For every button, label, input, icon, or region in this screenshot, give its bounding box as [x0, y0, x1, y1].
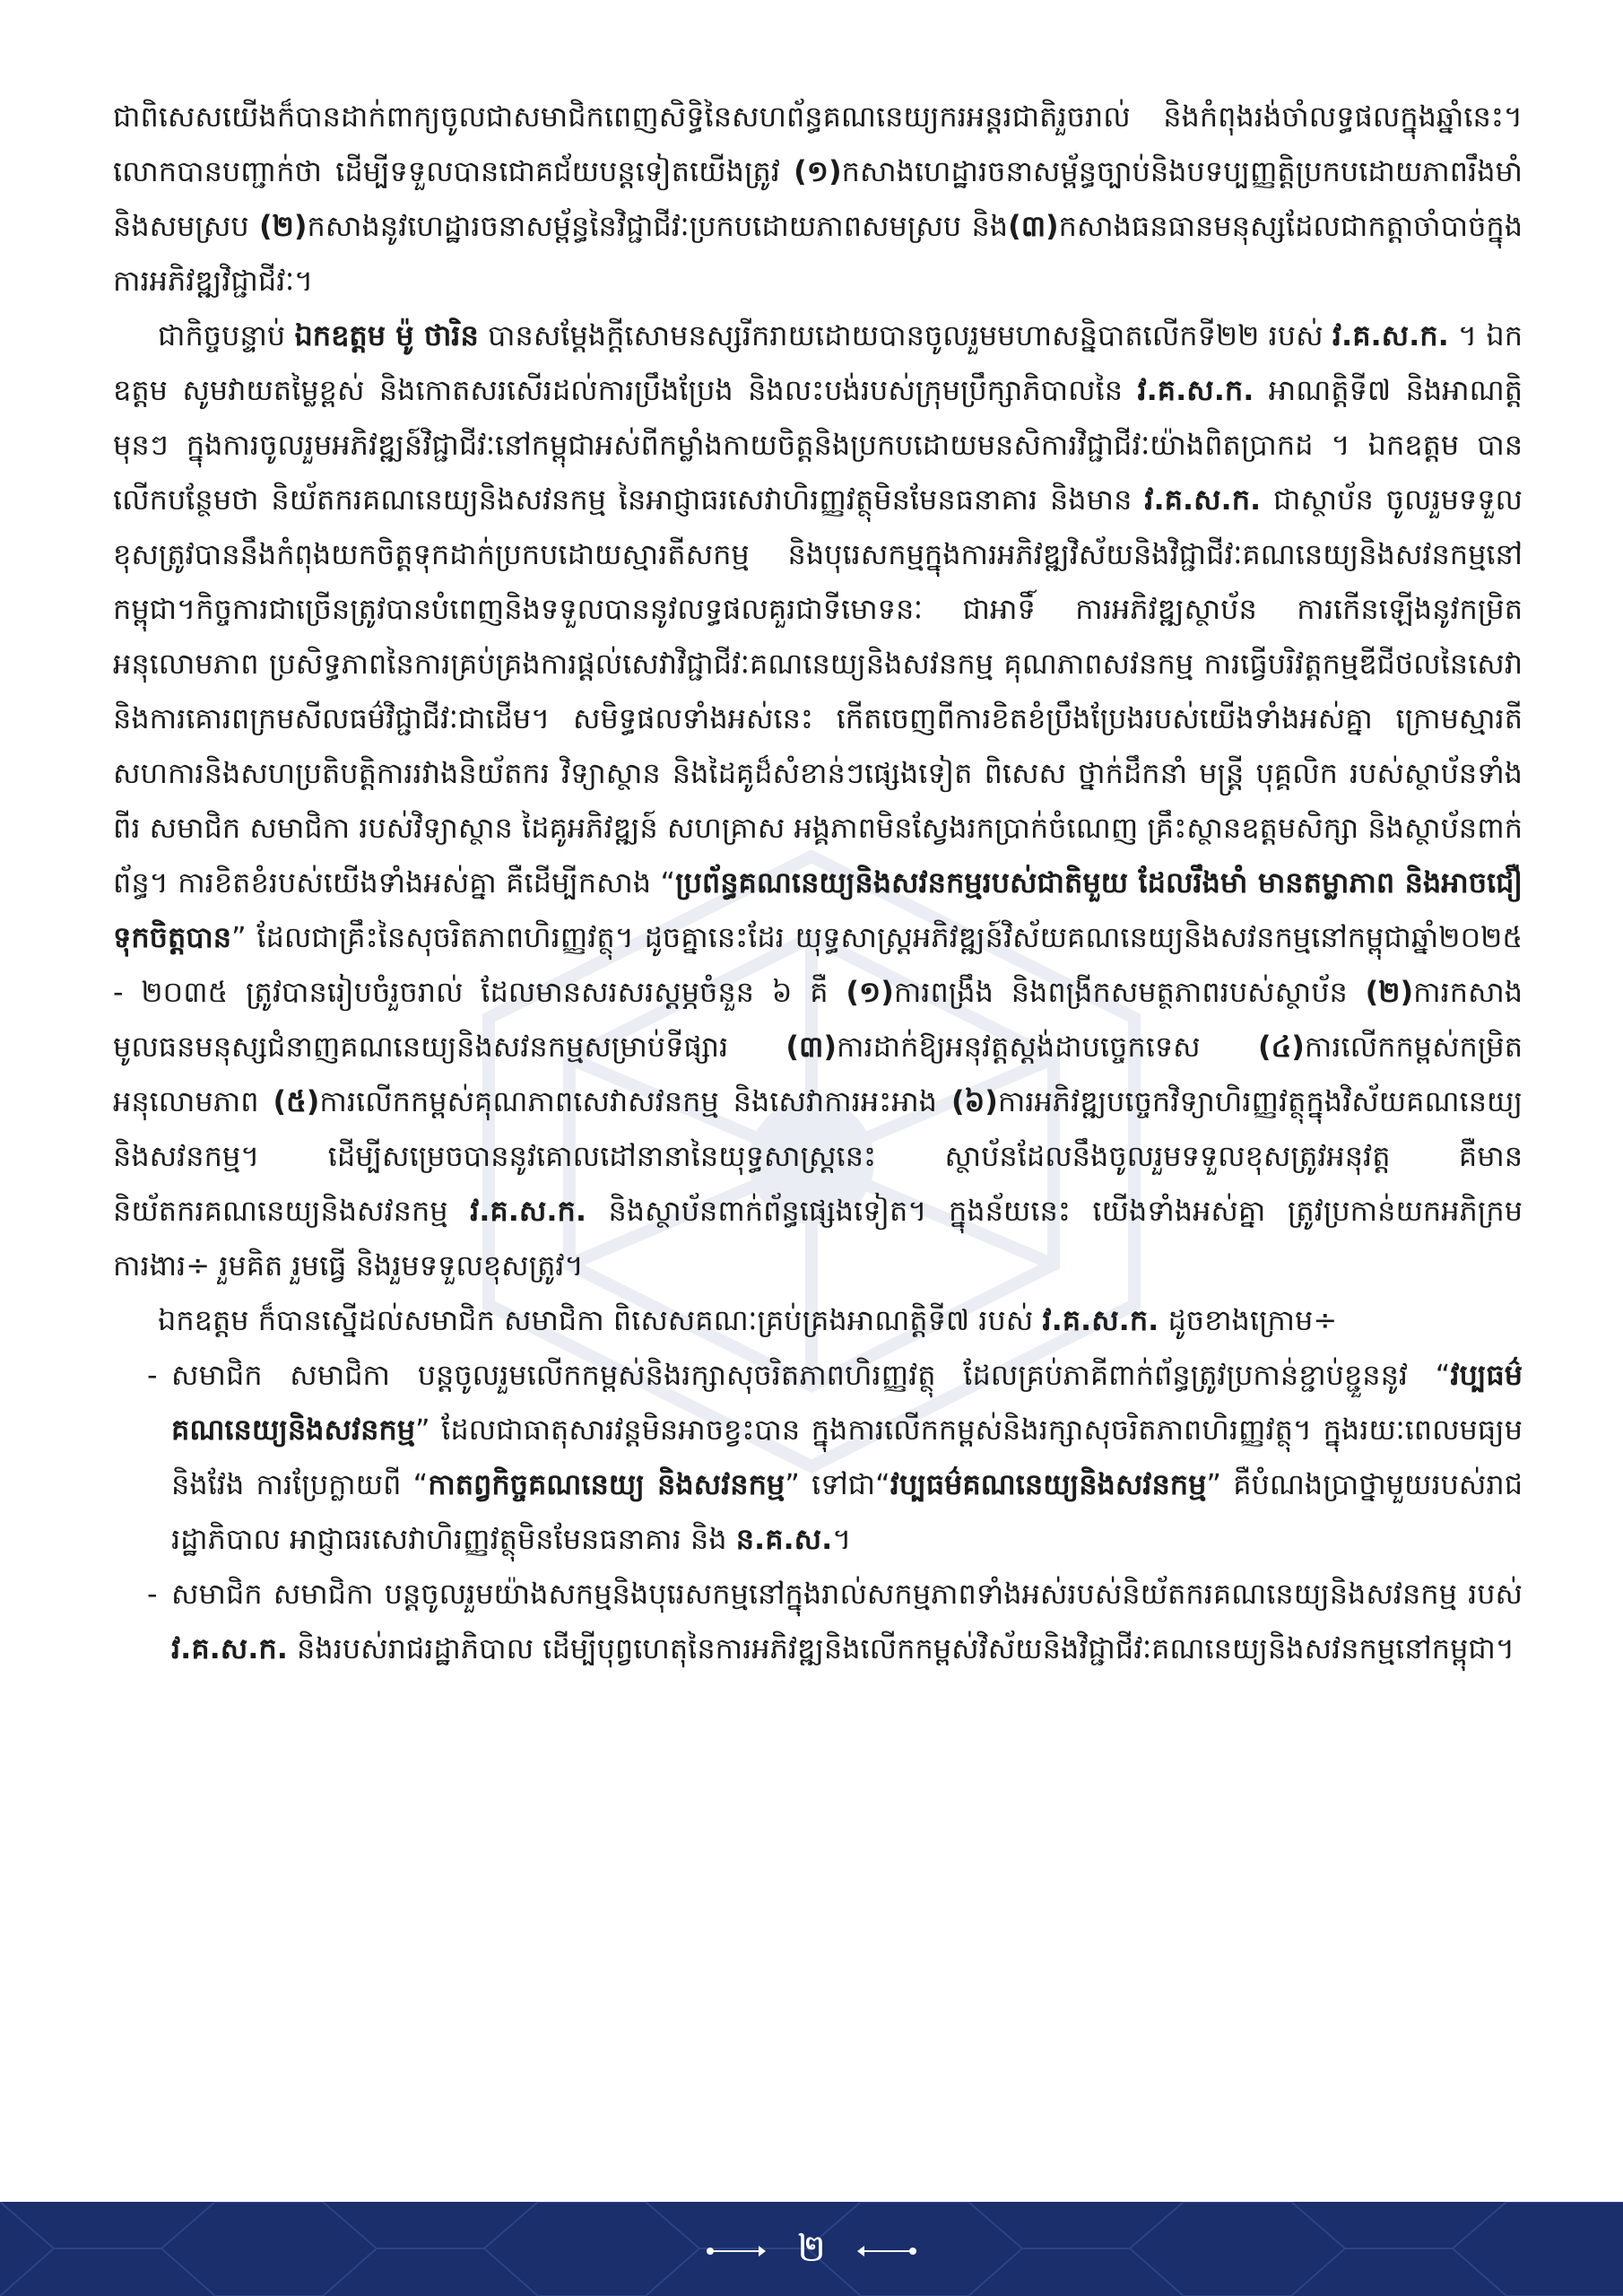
emphasis-text: វ.គ.ស.ក.: [1137, 373, 1254, 407]
body-text: ការដាក់ឱ្យអនុវត្តស្តង់ដាបច្ចេកទេស: [837, 1030, 1258, 1064]
emphasis-text: (២): [259, 209, 308, 243]
emphasis-text: (៤): [1257, 1030, 1305, 1064]
body-text: ការលើកកម្ពស់គុណភាពសេវាសវនកម្ម និងសេវាការអះអាង: [319, 1084, 951, 1118]
paragraph-intro: [113, 90, 1523, 309]
body-text: ជាពិសេសយើងក៏បានដាក់ពាក្យចូលជាសមាជិកពេញសិទ្ធិនៃសហព័ន្ធគណនេយ្យករអន្តរជាតិរួចរាល់ និងកំពុងរង់ចាំលទ្ធផលក្នុងឆ្នាំនេះ។ លោកបានបញ្ជាក់ថា ដើម្បីទទួលបានជោគជ័យបន្តទៀតយើងត្រូវ: [113, 100, 1523, 188]
emphasis-text: វ.គ.ស.ក.: [1144, 483, 1262, 517]
body-text: កសាងហេដ្ឋារចនាសម្ព័ន្ធច្បាប់និងបទប្បញ្ញត្តិប្រកបដោយភាពរឹងមាំនិងសមស្រប: [113, 154, 1523, 243]
body-text: និងស្ថាប័នពាក់ព័ន្ធផ្សេងទៀត។ ក្នុងន័យនេះ យើងទាំងអស់គ្នា ត្រូវប្រកាន់យកអភិក្រមការងារ÷ រួមគិត រួមធ្វើ និងរួមទទួលខុសត្រូវ។: [113, 1194, 1523, 1283]
body-text: ការលើកកម្ពស់កម្រិតអនុលោមភាព: [113, 1030, 1523, 1118]
emphasis-text: ន.គ.ស.: [735, 1522, 833, 1556]
ornament-left-icon: [703, 2242, 766, 2260]
body-text: កសាងធនធានមនុស្សដែលជាកត្តាចាំបាច់ក្នុងការអភិវឌ្ឍវិជ្ជាជីវៈ។: [113, 209, 1523, 298]
bullet-dash: -: [147, 1577, 158, 1611]
body-text: និងរបស់រាជរដ្ឋាភិបាល ដើម្បីបុព្វហេតុនៃការអភិវឌ្ឍនិងលើកកម្ពស់វិស័យនិងវិជ្ជាជីវៈគណនេយ្យនិងសវនកម្មនៅកម្ពុជា។: [287, 1631, 1515, 1665]
body-text: ការកសាងមូលធនមនុស្សជំនាញគណនេយ្យនិងសវនកម្មសម្រាប់ទីផ្សារ: [113, 975, 1523, 1064]
body-text: ការអភិវឌ្ឍបច្ចេកវិទ្យាហិរញ្ញវត្ថុក្នុងវិស័យគណនេយ្យនិងសវនកម្ម។ ដើម្បីសម្រេចបាននូវគោលដៅនានានៃយុទ្ធសាស្ត្រនេះ ស្ថាប័នដែលនឹងចូលរួមទទួលខុសត្រូវអនុវត្ត គឺមាន និយ័តករគណនេយ្យនិងសវនកម្ម: [113, 1084, 1523, 1228]
page-footer: [0, 2202, 1623, 2296]
emphasis-text: ឯកឧត្តម ម៉ូ ថារិន: [294, 318, 479, 352]
emphasis-text: ប្រព័ន្ធគណនេយ្យនិងសវនកម្មរបស់ជាតិមួយ ដែលរឹងមាំ មានតម្លាភាព និងអាចជឿទុកចិត្តបាន: [113, 865, 1523, 954]
ornament-right-icon: [857, 2242, 920, 2260]
body-text: ” ទៅជា“: [785, 1467, 890, 1501]
body-text: ជាកិច្ចបន្ទាប់: [158, 318, 295, 352]
body-text: ” គឺបំណងប្រាថ្នាមួយរបស់រាជរដ្ឋាភិបាល អាជ្ញាធរសេវាហិរញ្ញវត្ថុមិនមែនធនាគារ និង: [171, 1467, 1523, 1556]
emphasis-text: (១): [794, 154, 842, 188]
bullet-item: [113, 1567, 1523, 1676]
emphasis-text: (២): [1365, 975, 1414, 1009]
body-text: ” ដែលជាធាតុសារវន្តមិនអាចខ្វះបាន ក្នុងការលើកកម្ពស់និងរក្សាសុចរិតភាពហិរញ្ញវត្ថុ។ ក្នុងរយៈពេលមធ្យមនិងវែង ការប្រែក្លាយពី “: [171, 1413, 1523, 1501]
emphasis-text: វ.គ.ស.ក.: [171, 1631, 288, 1665]
emphasis-text: វ.គ.ស.ក.: [1042, 1303, 1159, 1337]
bullet-text: [171, 1567, 1523, 1676]
emphasis-text: វប្បធម៌គណនេយ្យនិងសវនកម្ម: [171, 1358, 1523, 1447]
emphasis-text: (៦): [950, 1084, 998, 1118]
emphasis-text: (៣): [1008, 209, 1059, 243]
body-text: សមាជិក សមាជិកា បន្តចូលរួមលើកកម្ពស់និងរក្សាសុចរិតភាពហិរញ្ញវត្ថុ ដែលគ្រប់ភាគីពាក់ព័ន្ធត្រូវប្រកាន់ខ្ជាប់ខ្ជួននូវ “: [171, 1358, 1451, 1392]
body-text: ដូចខាងក្រោម÷: [1159, 1303, 1338, 1337]
bullet-item: [113, 1348, 1523, 1567]
body-text: ។: [832, 1522, 852, 1556]
paragraph-remarks: [113, 309, 1523, 1293]
emphasis-text: កាតព្វកិច្ចគណនេយ្យ និងសវនកម្ម: [428, 1467, 785, 1501]
body-text: ។ ឯកឧត្តម សូមវាយតម្លៃខ្ពស់ និងកោតសរសើរដល់ការប្រឹងប្រែង និងលះបង់របស់ក្រុមប្រឹក្សាភិបាលនៃ: [113, 318, 1523, 407]
body-text: អាណត្តិទី៧ និងអាណត្តិមុនៗ ក្នុងការចូលរួមអភិវឌ្ឍន៍វិជ្ជាជីវៈនៅកម្ពុជាអស់ពីកម្លាំងកាយចិត្តនិងប្រកបដោយមនសិការវិជ្ជាជីវៈយ៉ាងពិតប្រាកដ ។ ឯកឧត្តម បានលើកបន្ថែមថា និយ័តករគណនេយ្យនិងសវនកម្ម នៃអាជ្ញាធរសេវាហិរញ្ញវត្ថុមិនមែនធនាគារ និងមាន: [113, 373, 1523, 517]
page-number: ២: [797, 2226, 826, 2270]
bullet-dash: -: [147, 1358, 158, 1392]
body-text: ” ដែលជាគ្រឹះនៃសុចរិតភាពហិរញ្ញវត្ថុ។ ដូចគ្នានេះដែរ យុទ្ធសាស្ត្រអភិវឌ្ឍន៍វិស័យគណនេយ្យនិងសវនកម្មនៅកម្ពុជាឆ្នាំ២០២៥ - ២០៣៥ ត្រូវបានរៀបចំរួចរាល់ ដែលមានសរសរស្តម្ភចំនួន ៦ គឺ: [113, 920, 1523, 1009]
paragraph-requests: [113, 1293, 1523, 1348]
emphasis-text: វប្បធម៌គណនេយ្យនិងសវនកម្ម: [890, 1467, 1207, 1501]
emphasis-text: (១): [846, 975, 894, 1009]
bullet-text: [171, 1348, 1523, 1567]
body-text: ឯកឧត្តម ក៏បានស្នើដល់សមាជិក សមាជិកា ពិសេសគណៈគ្រប់គ្រងអាណត្តិទី៧ របស់: [158, 1303, 1043, 1337]
emphasis-text: វ.គ.ស.ក.: [1332, 318, 1449, 352]
body-text: ជាស្ថាប័ន ចូលរួមទទួលខុសត្រូវបាននឹងកំពុងយកចិត្តទុកដាក់ប្រកបដោយស្មារតីសកម្ម និងបុរេសកម្មក្នុងការអភិវឌ្ឍវិស័យនិងវិជ្ជាជីវៈគណនេយ្យនិងសវនកម្មនៅកម្ពុជា។កិច្ចការជាច្រើនត្រូវបានបំពេញនិងទទួលបាននូវលទ្ធផលគួរជាទីមោទនៈ ជាអាទិ៍ ការអភិវឌ្ឍស្ថាប័ន ការកើនឡើងនូវកម្រិតអនុលោមភាព ប្រសិទ្ធភាពនៃការគ្រប់គ្រងការផ្តល់សេវាវិជ្ជាជីវៈគណនេយ្យនិងសវនកម្ម គុណភាពសវនកម្ម ការធ្វើបរិវត្តកម្មឌីជីថលនៃសេវា និងការគោរពក្រមសីលធម៌វិជ្ជាជីវៈជាដើម។ សមិទ្ធផលទាំងអស់នេះ កើតចេញពីការខិតខំប្រឹងប្រែងរបស់យើងទាំងអស់គ្នា ក្រោមស្មារតីសហការនិងសហប្រតិបត្តិការរវាងនិយ័តករ វិទ្យាស្ថាន និងដៃគូដ៏សំខាន់ៗផ្សេងទៀត ពិសេស ថ្នាក់ដឹកនាំ មន្ត្រី បុគ្គលិក របស់ស្ថាប័នទាំងពីរ សមាជិក សមាជិកា របស់វិទ្យាស្ថាន ដៃគូអភិវឌ្ឍន៍ សហគ្រាស អង្គភាពមិនស្វែងរកប្រាក់ចំណេញ គ្រឹះស្ថានឧត្តមសិក្សា និងស្ថាប័នពាក់ព័ន្ធ។ ការខិតខំរបស់យើងទាំងអស់គ្នា គឺដើម្បីកសាង “: [113, 483, 1523, 900]
body-text: កសាងនូវហេដ្ឋារចនាសម្ព័ន្ធនៃវិជ្ជាជីវៈប្រកបដោយភាពសមស្រប និង: [307, 209, 1009, 243]
body-text: សមាជិក សមាជិកា បន្តចូលរួមយ៉ាងសកម្មនិងបុរេសកម្មនៅក្នុងរាល់សកម្មភាពទាំងអស់របស់និយ័តករគណនេយ្យនិងសវនកម្ម របស់: [171, 1577, 1523, 1611]
body-text: ការពង្រឹង និងពង្រីកសមត្ថភាពរបស់ស្ថាប័ន: [893, 975, 1366, 1009]
page-number-row: [0, 2223, 1623, 2274]
emphasis-text: (៣): [785, 1030, 838, 1064]
document-body: [113, 90, 1523, 1676]
body-text: បានសម្តែងក្តីសោមនស្សរីករាយដោយបានចូលរួមមហាសន្និបាតលើកទី២២ របស់: [478, 318, 1332, 352]
emphasis-text: (៥): [273, 1084, 320, 1118]
emphasis-text: វ.គ.ស.ក.: [470, 1194, 586, 1228]
